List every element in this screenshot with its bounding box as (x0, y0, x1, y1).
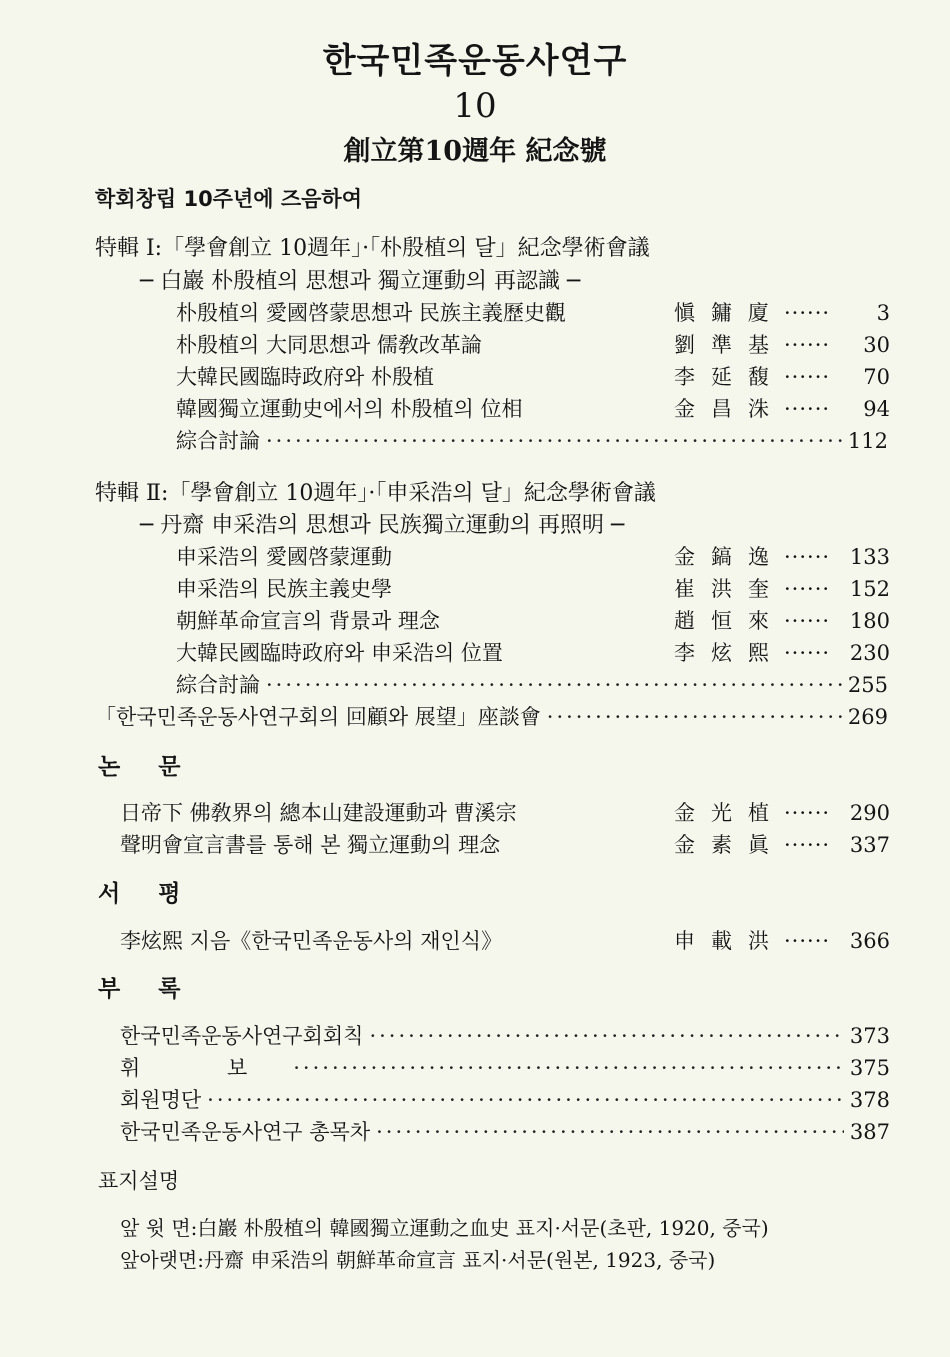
entry-page: 230 (849, 641, 890, 665)
entry-title: 綜合討論 (176, 429, 260, 453)
toc-entry (176, 605, 890, 637)
title-block (0, 38, 950, 172)
toc-entry (176, 329, 890, 361)
dot-leader (369, 1020, 843, 1052)
cover-note-front: 앞 윗 면:白巖 朴殷植의 韓國獨立運動之血史 표지·서문(초판, 1920, 중국) (120, 1216, 769, 1240)
entry-author: 金昌洙 (674, 397, 785, 421)
entry-page: 378 (849, 1088, 890, 1112)
cover-note-back: 앞아랫면:丹齋 申采浩의 朝鮮革命宣言 표지·서문(원본, 1923, 중국) (120, 1248, 716, 1272)
dot-leader (266, 425, 842, 457)
entry-page: 337 (849, 833, 890, 857)
entry-page: 3 (876, 301, 890, 325)
entry-title: 회원명단 (120, 1088, 202, 1112)
entry-page: 375 (849, 1056, 890, 1080)
entry-title: 「한국민족운동사연구회의 回顧와 展望」座談會 (95, 705, 541, 729)
entry-dots: ······ (784, 333, 831, 357)
special1-heading: 特輯 Ⅰ:「學會創立 10週年」·「朴殷植의 달」紀念學術會議 (95, 236, 650, 261)
cover-note-heading: 표지설명 (98, 1169, 180, 1193)
entry-author: 趙恒來 (674, 609, 785, 633)
entry-dots: ······ (784, 301, 831, 325)
entry-title: 한국민족운동사연구 총목차 (120, 1120, 371, 1144)
toc-entry (176, 541, 890, 573)
entry-title: 韓國獨立運動史에서의 朴殷植의 位相 (176, 397, 523, 421)
toc-entry-roundtable (95, 701, 888, 733)
entry-title: 申采浩의 民族主義史學 (176, 577, 392, 601)
entry-dots: ······ (784, 609, 831, 633)
toc-entry (120, 797, 890, 829)
toc-entry (176, 297, 890, 329)
entry-dots: ······ (784, 801, 831, 825)
entry-page: 112 (847, 429, 888, 453)
entry-page: 94 (863, 397, 890, 421)
dot-leader (376, 1116, 844, 1148)
entry-author: 李炫熙 (674, 641, 785, 665)
entry-author: 李延馥 (674, 365, 785, 389)
entry-author: 金素眞 (674, 833, 785, 857)
special2-heading: 特輯 Ⅱ:「學會創立 10週年」·「申采浩의 달」紀念學術會議 (95, 481, 656, 506)
volume-number: 10 (453, 86, 497, 126)
entry-title: 申采浩의 愛國啓蒙運動 (176, 545, 392, 569)
entry-author: 金光植 (674, 801, 785, 825)
entry-title: 한국민족운동사연구회회칙 (120, 1024, 364, 1048)
entry-author: 金鎬逸 (674, 545, 785, 569)
issue-subtitle: 創立第10週年 紀念號 (343, 136, 607, 167)
papers-heading: 논문 (98, 754, 219, 780)
entry-page: 373 (849, 1024, 890, 1048)
entry-page: 70 (863, 365, 890, 389)
entry-title: 聲明會宣言書를 통해 본 獨立運動의 理念 (120, 833, 501, 857)
entry-title: 朴殷植의 大同思想과 儒敎改革論 (176, 333, 482, 357)
entry-page: 255 (847, 673, 888, 697)
entry-dots: ······ (784, 545, 831, 569)
entry-title: 大韓民國臨時政府와 申采浩의 位置 (176, 641, 503, 665)
entry-author: 崔洪奎 (674, 577, 785, 601)
toc-entry (120, 1084, 890, 1116)
entry-author: 愼鏞廈 (674, 301, 785, 325)
journal-title: 한국민족운동사연구 (322, 41, 628, 81)
entry-title: 日帝下 佛敎界의 總本山建設運動과 曹溪宗 (120, 801, 517, 825)
entry-dots: ······ (784, 365, 831, 389)
dot-leader (293, 1052, 844, 1084)
entry-title: 朝鮮革命宣言의 背景과 理念 (176, 609, 440, 633)
entry-title: 李炫熙 지음《한국민족운동사의 재인식》 (120, 929, 503, 953)
entry-page: 152 (849, 577, 890, 601)
entry-author: 申載洪 (674, 929, 785, 953)
review-heading: 서평 (98, 881, 219, 907)
entry-dots: ······ (784, 833, 831, 857)
dot-leader (266, 669, 842, 701)
entry-dots: ······ (784, 641, 831, 665)
entry-page: 366 (849, 929, 890, 953)
entry-page: 180 (849, 609, 890, 633)
entry-title: 大韓民國臨時政府와 朴殷植 (176, 365, 434, 389)
entry-page: 269 (847, 705, 888, 729)
toc-entry (176, 573, 890, 605)
toc-entry (176, 361, 890, 393)
toc-entry (120, 1116, 890, 1148)
toc-entry (120, 925, 890, 957)
entry-dots: ······ (784, 577, 831, 601)
dot-leader (207, 1084, 844, 1116)
opening-address: 학회창립 10주년에 즈음하여 (95, 187, 362, 211)
entry-page: 133 (849, 545, 890, 569)
entry-page: 290 (849, 801, 890, 825)
entry-page: 30 (863, 333, 890, 357)
dot-leader (547, 701, 842, 733)
toc-entry-discussion (176, 425, 888, 457)
toc-entry (120, 829, 890, 861)
entry-dots: ······ (784, 397, 831, 421)
entry-title: 휘 보 (120, 1056, 288, 1080)
entry-page: 387 (849, 1120, 890, 1144)
toc-entry-discussion (176, 669, 888, 701)
special1-subheading: ─ 白巖 朴殷植의 思想과 獨立運動의 再認識 ─ (140, 269, 581, 294)
toc-entry (120, 1052, 890, 1084)
entry-title: 朴殷植의 愛國啓蒙思想과 民族主義歷史觀 (176, 301, 566, 325)
toc-entry (120, 1020, 890, 1052)
special2-subheading: ─ 丹齋 申采浩의 思想과 民族獨立運動의 再照明 ─ (140, 513, 625, 538)
entry-author: 劉準基 (674, 333, 785, 357)
appendix-heading: 부록 (98, 976, 219, 1002)
toc-entry (176, 393, 890, 425)
entry-dots: ······ (784, 929, 831, 953)
toc-entry (176, 637, 890, 669)
entry-title: 綜合討論 (176, 673, 260, 697)
